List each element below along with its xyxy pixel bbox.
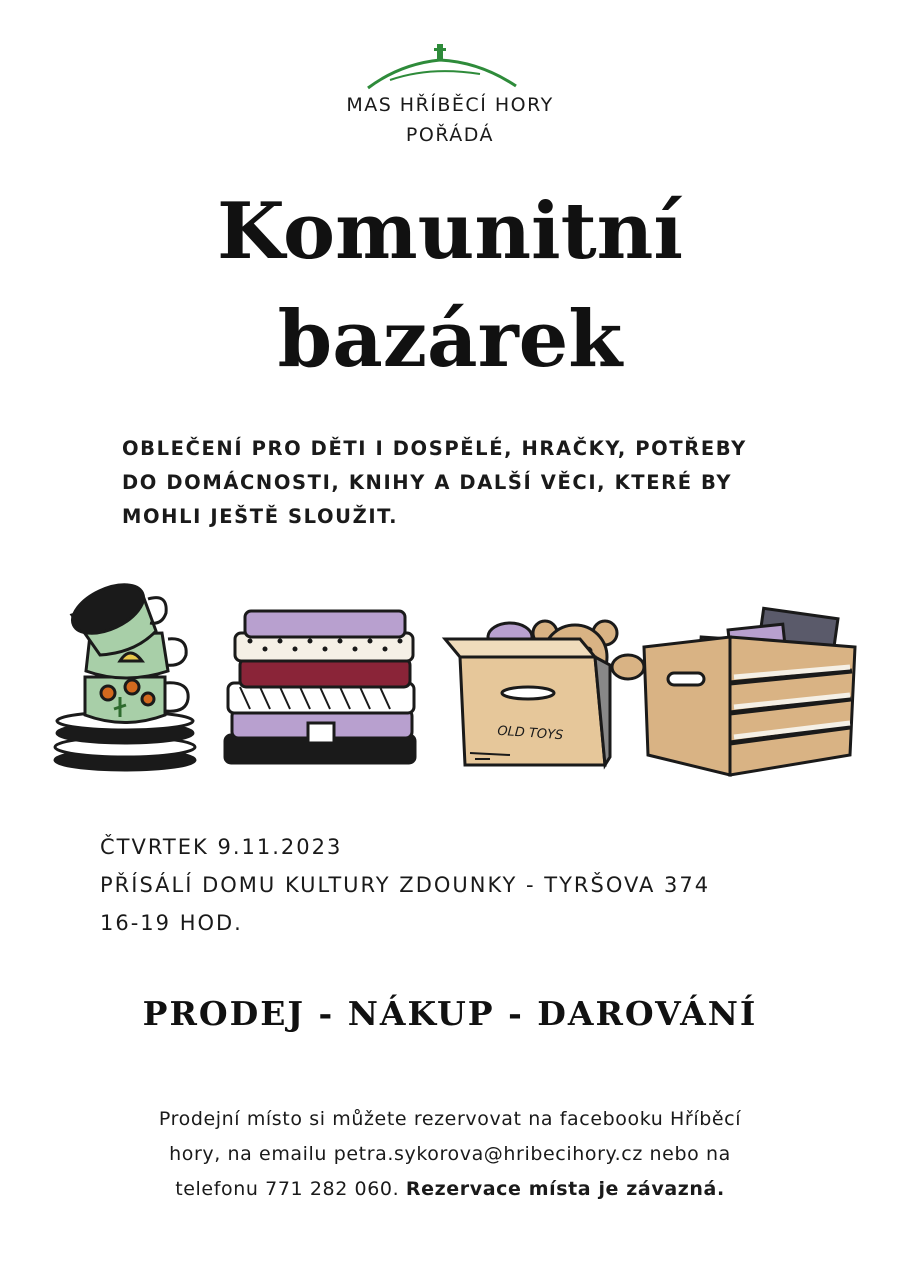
description xyxy=(122,432,812,534)
logo-hill-icon xyxy=(368,60,516,88)
illustration-strip xyxy=(50,575,870,790)
organizer-name: MAS HŘÍBĚCÍ HORY xyxy=(346,94,554,116)
footer-line: Prodejní místo si můžete rezervovat na facebooku Hříběcí xyxy=(158,1108,742,1130)
event-venue: PŘÍSÁLÍ DOMU KULTURY ZDOUNKY - TYRŠOVA 374 xyxy=(100,873,711,897)
toy-box-icon xyxy=(445,621,644,765)
footer-line xyxy=(0,1172,900,1207)
book-crate-icon xyxy=(644,608,855,775)
mas-logo xyxy=(360,40,520,92)
title-line-2: bazárek xyxy=(277,294,623,385)
description-line: MOHLI JEŠTĚ SLOUŽIT. xyxy=(122,505,399,528)
footer-phone-text: telefonu 771 282 060. xyxy=(175,1178,406,1200)
teacups-stack-icon xyxy=(55,575,195,770)
footer-line: hory, na emailu petra.sykorova@hribecihory.cz nebo na xyxy=(169,1143,731,1165)
reservation-binding-note: Rezervace místa je závazná. xyxy=(405,1178,725,1200)
description-line: DO DOMÁCNOSTI, KNIHY A DALŠÍ VĚCI, KTERÉ BY xyxy=(122,471,733,494)
organizer-presents: POŘÁDÁ xyxy=(405,124,495,146)
event-date: ČTVRTEK 9.11.2023 xyxy=(100,835,343,859)
footer-reservation-note xyxy=(0,1102,900,1207)
description-line: OBLEČENÍ PRO DĚTI I DOSPĚLÉ, HRAČKY, POTŘEBY xyxy=(122,437,747,460)
title-line-1: Komunitní xyxy=(216,186,684,277)
toy-box-label: OLD TOYS xyxy=(496,723,564,744)
slogan: PRODEJ - NÁKUP - DAROVÁNÍ xyxy=(142,994,758,1033)
event-info xyxy=(100,828,860,942)
folded-clothes-icon xyxy=(225,611,415,763)
logo-tower-icon xyxy=(437,44,443,61)
event-time: 16-19 HOD. xyxy=(100,911,243,935)
